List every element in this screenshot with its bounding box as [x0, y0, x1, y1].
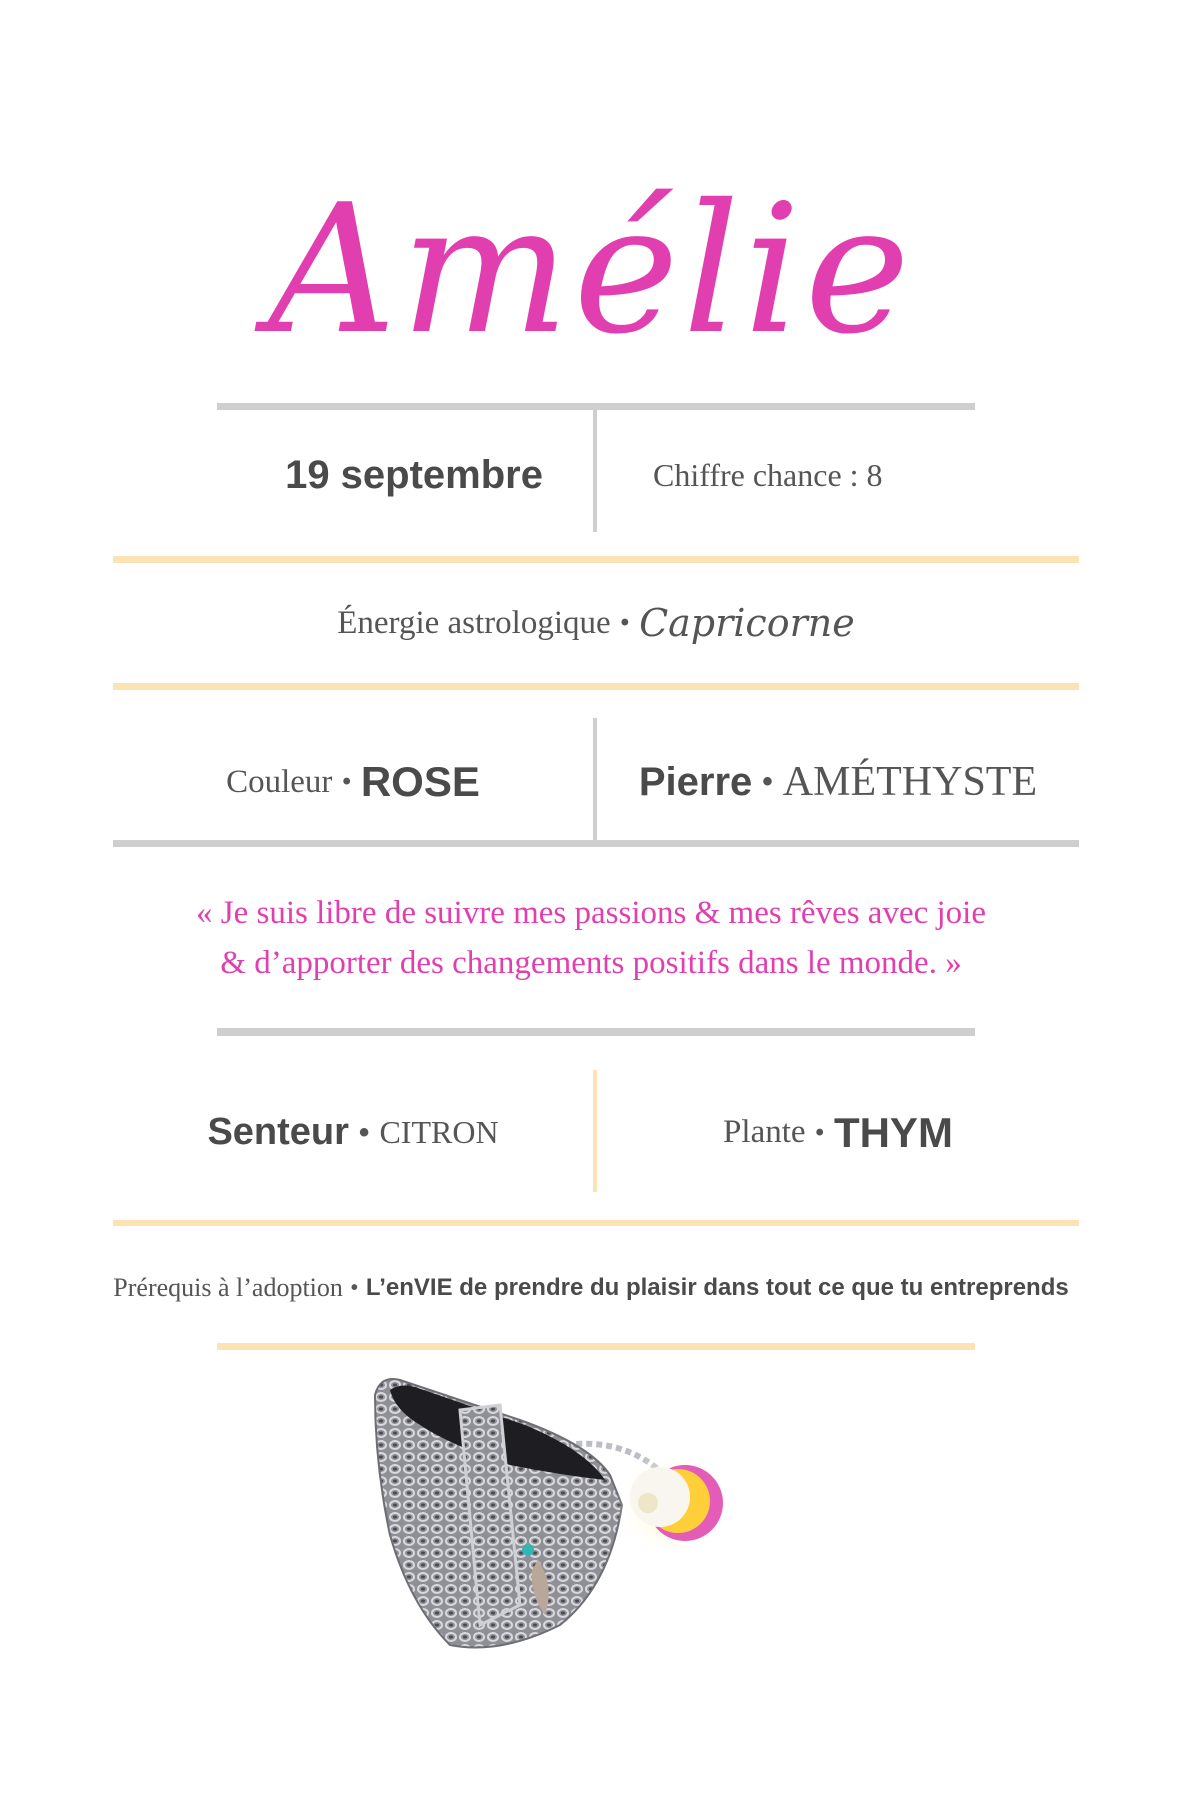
color-value: ROSE [360, 758, 480, 805]
lucky-number-text: Chiffre chance : 8 [653, 456, 883, 493]
color-label: Couleur [226, 763, 333, 800]
prerequisite-value: L’enVIE de prendre du plaisir dans tout ce que tu entreprends [365, 1274, 1069, 1301]
stone-label: Pierre [638, 759, 753, 804]
moon-cutout [630, 1467, 690, 1527]
plant-value: THYM [833, 1108, 953, 1156]
plant-label: Plante [723, 1114, 806, 1150]
turquoise-charm [522, 1544, 534, 1556]
birth-date [217, 420, 593, 530]
scent-label: Senteur [207, 1111, 349, 1153]
prerequisite [100, 1258, 1082, 1318]
divider-cream-2 [113, 683, 1079, 690]
page-title: Amélie [268, 166, 914, 373]
stone-bullet: • [762, 765, 773, 798]
color-bullet: • [342, 768, 351, 795]
prerequisite-label: Prérequis à l’adoption [113, 1273, 343, 1302]
scent-value: CITRON [379, 1114, 499, 1150]
astro-label: Énergie astrologique [337, 604, 611, 641]
plant-bullet: • [815, 1118, 824, 1146]
moon-figure [638, 1493, 658, 1513]
bag-photo [360, 1355, 830, 1685]
scent-bullet: • [358, 1115, 370, 1149]
quote-line-2: & d’apporter des changements positifs dans le monde. » [220, 945, 962, 981]
plant-cell [597, 1070, 1079, 1195]
affirmation-quote [0, 888, 1182, 988]
divider-top [217, 403, 975, 410]
divider-cream-4 [217, 1343, 975, 1350]
divider-cream-3 [113, 1220, 1079, 1226]
stone-value: AMÉTHYSTE [782, 759, 1038, 805]
prerequisite-bullet: • [350, 1276, 358, 1299]
lucky-number [597, 420, 975, 530]
stone-cell [597, 722, 1079, 842]
astro-value: Capricorne [639, 601, 855, 645]
quote-line-1: « Je suis libre de suivre mes passions & mes rêves avec joie [196, 895, 986, 931]
divider-grey-2 [113, 840, 1079, 847]
scent-cell [113, 1070, 593, 1195]
color-cell [113, 722, 593, 842]
astro-bullet: • [620, 609, 630, 636]
divider-grey-3 [217, 1028, 975, 1036]
divider-cream-1 [113, 556, 1079, 563]
astro-energy [113, 563, 1079, 683]
birth-date-text: 19 septembre [285, 452, 543, 497]
